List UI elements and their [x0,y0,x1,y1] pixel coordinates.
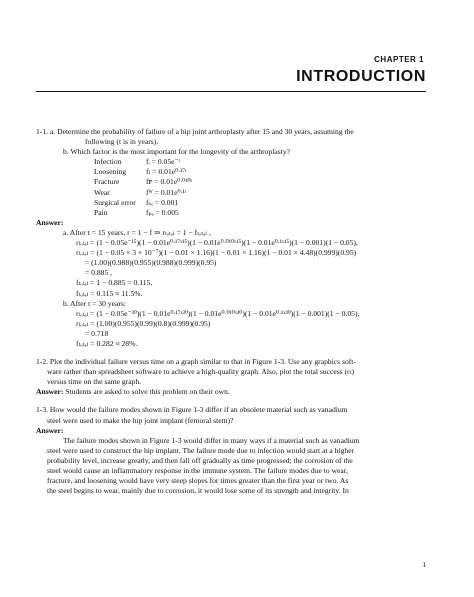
answer-line: fₜₒₜₐₗ = 0.115 ≈ 11.5%. [76,288,143,298]
factor-name: Fracture [94,177,120,187]
problem-1-1 [36,127,426,349]
factor-row [36,177,426,187]
answer-line: rₜₒₜₐₗ = (1 − 0.05e⁻³⁰)(1 − 0.01e⁰ᐧ¹⁷ˣ³⁰)(1 − 0.01e⁰ᐧ⁰¹⁰ˣ³⁰)(1 − 0.01e⁰ᐧ¹ˣ³⁰)(1 − 0.001)(1 − 0.05), [76,308,360,318]
problem-text: steel were used to make the hip joint implant (femoral stem)? [47,415,234,425]
problem-text: ware rather than spreadsheet software to achieve a high-quality graph. Also, plot the total success (rₜ) [47,367,354,377]
factor-name: Loosening [94,167,127,177]
answer-line: b. After t = 30 years: [63,298,126,308]
factor-row [36,208,426,218]
factor-formula: fᵢ = 0.05e⁻ᵗ [146,157,180,167]
factor-formula: fꜰ = 0.01e⁰ᐧ⁰¹⁰ᵗ [146,177,192,187]
answer-line: = 0.885 , [85,268,113,278]
answer-line: steel were used to construct the hip implant. The failure mode due to infection would start at a higher [47,445,355,455]
page-number: 1 [422,560,426,569]
factor-list [36,157,426,218]
answer-line: fₜₒₜₐₗ = 0.282 ≈ 28%. [76,338,138,348]
answer-line: = 0.718 [85,328,109,338]
factor-row [36,198,426,208]
answer-label: Answer: [36,425,64,435]
answer-label: Answer: [36,217,64,227]
answer-line: the steel begins to wear, mainly due to corrosion, it would lose some of its strength and integrity. In [47,486,349,496]
factor-row [36,157,426,167]
problem-text: b. Which factor is the most important for the longevity of the arthroplasty? [63,147,290,157]
factor-name: Surgical error [94,197,136,207]
page-content [36,127,426,496]
factor-formula: fₗ = 0.01e⁰ᐧ¹⁷ᵗ [146,167,187,177]
factor-name: Pain [94,207,108,217]
problem-1-3 [36,405,426,496]
problem-text: 1-1. a. Determine the probability of failure of a hip joint arthroplasty after 15 and 30 years, assuming the [36,127,354,136]
answer-line: = (1.00)(0.988)(0.955)(0.988)(0.999)(0.95) [85,258,217,268]
answer-line [36,387,426,397]
answer-label: Answer: [36,387,64,397]
problem-text: 1-3. How would the failure modes shown in Figure 1-3 differ if an obsolete material such as vanadium [36,405,348,415]
answer-line: The failure modes shown in Figure 1-3 would differ in many ways if a material such as vanadium [63,435,360,445]
answer-line: probability level, increase greatly, and then fall off gradually as time progressed; the corrosion of the [47,455,353,465]
problem-text: versus time on the same graph. [47,377,142,387]
chapter-label: CHAPTER 1 [374,55,424,64]
chapter-title: INTRODUCTION [296,68,426,85]
factor-formula: fₚₐ = 0.005 [146,207,179,217]
problem-text: following (t is in years). [85,137,159,147]
answer-line: fracture, and loosening would have very steep slopes for times greater than the first year or two. As [47,476,349,486]
answer-text: Students are asked to solve this problem on their own. [63,387,230,397]
factor-formula: fₛₑ = 0.001 [146,197,179,207]
factor-name: Infection [94,157,122,167]
answer-line: a. After t = 15 years, r = 1 − f ⇒ rₜₒₜₐₗ = 1 − fₜₒₜₐₗ , [63,227,211,237]
factor-row [36,188,426,198]
answer-line: steel would cause an inflammatory response in the immune system. The failure modes due to wear, [47,466,348,475]
answer-line: fₜₒₜₐₗ = 1 − 0.885 = 0.115, [76,278,153,288]
problem-text: 1-2. Plot the individual failure versus time on a graph similar to that in Figure 1-3. Use any graphics soft- [36,357,356,367]
factor-row [36,167,426,177]
problem-1-2 [36,357,426,397]
factor-formula: fᵂ = 0.01e⁰ᐧ¹ᵗ [146,187,187,197]
answer-line: rₜₒₜₐₗ = (1.00)(0.955)(0.99)(0.8)(0.999)(0.95) [76,318,211,328]
answer-line: rₜₒₜₐₗ = (1 − 0.05e⁻¹⁵)(1 − 0.01e⁰ᐧ¹⁷ˣ¹⁵)(1 − 0.01e⁰ᐧ⁰¹⁰ˣ¹⁵)(1 − 0.01e⁰ᐧ¹ˣ¹⁵)(1 − 0.001)(1 − 0.05), [76,238,358,248]
title-rule [36,91,426,92]
answer-line: rₜₒₜₐₗ = (1 − 0.05 × 3 × 10⁻⁷)(1 − 0.01 × 1.16)(1 − 0.01 × 1.16)(1 − 0.01 × 4.48)(0.999)(0.95) [76,248,357,258]
factor-name: Wear [94,187,110,197]
